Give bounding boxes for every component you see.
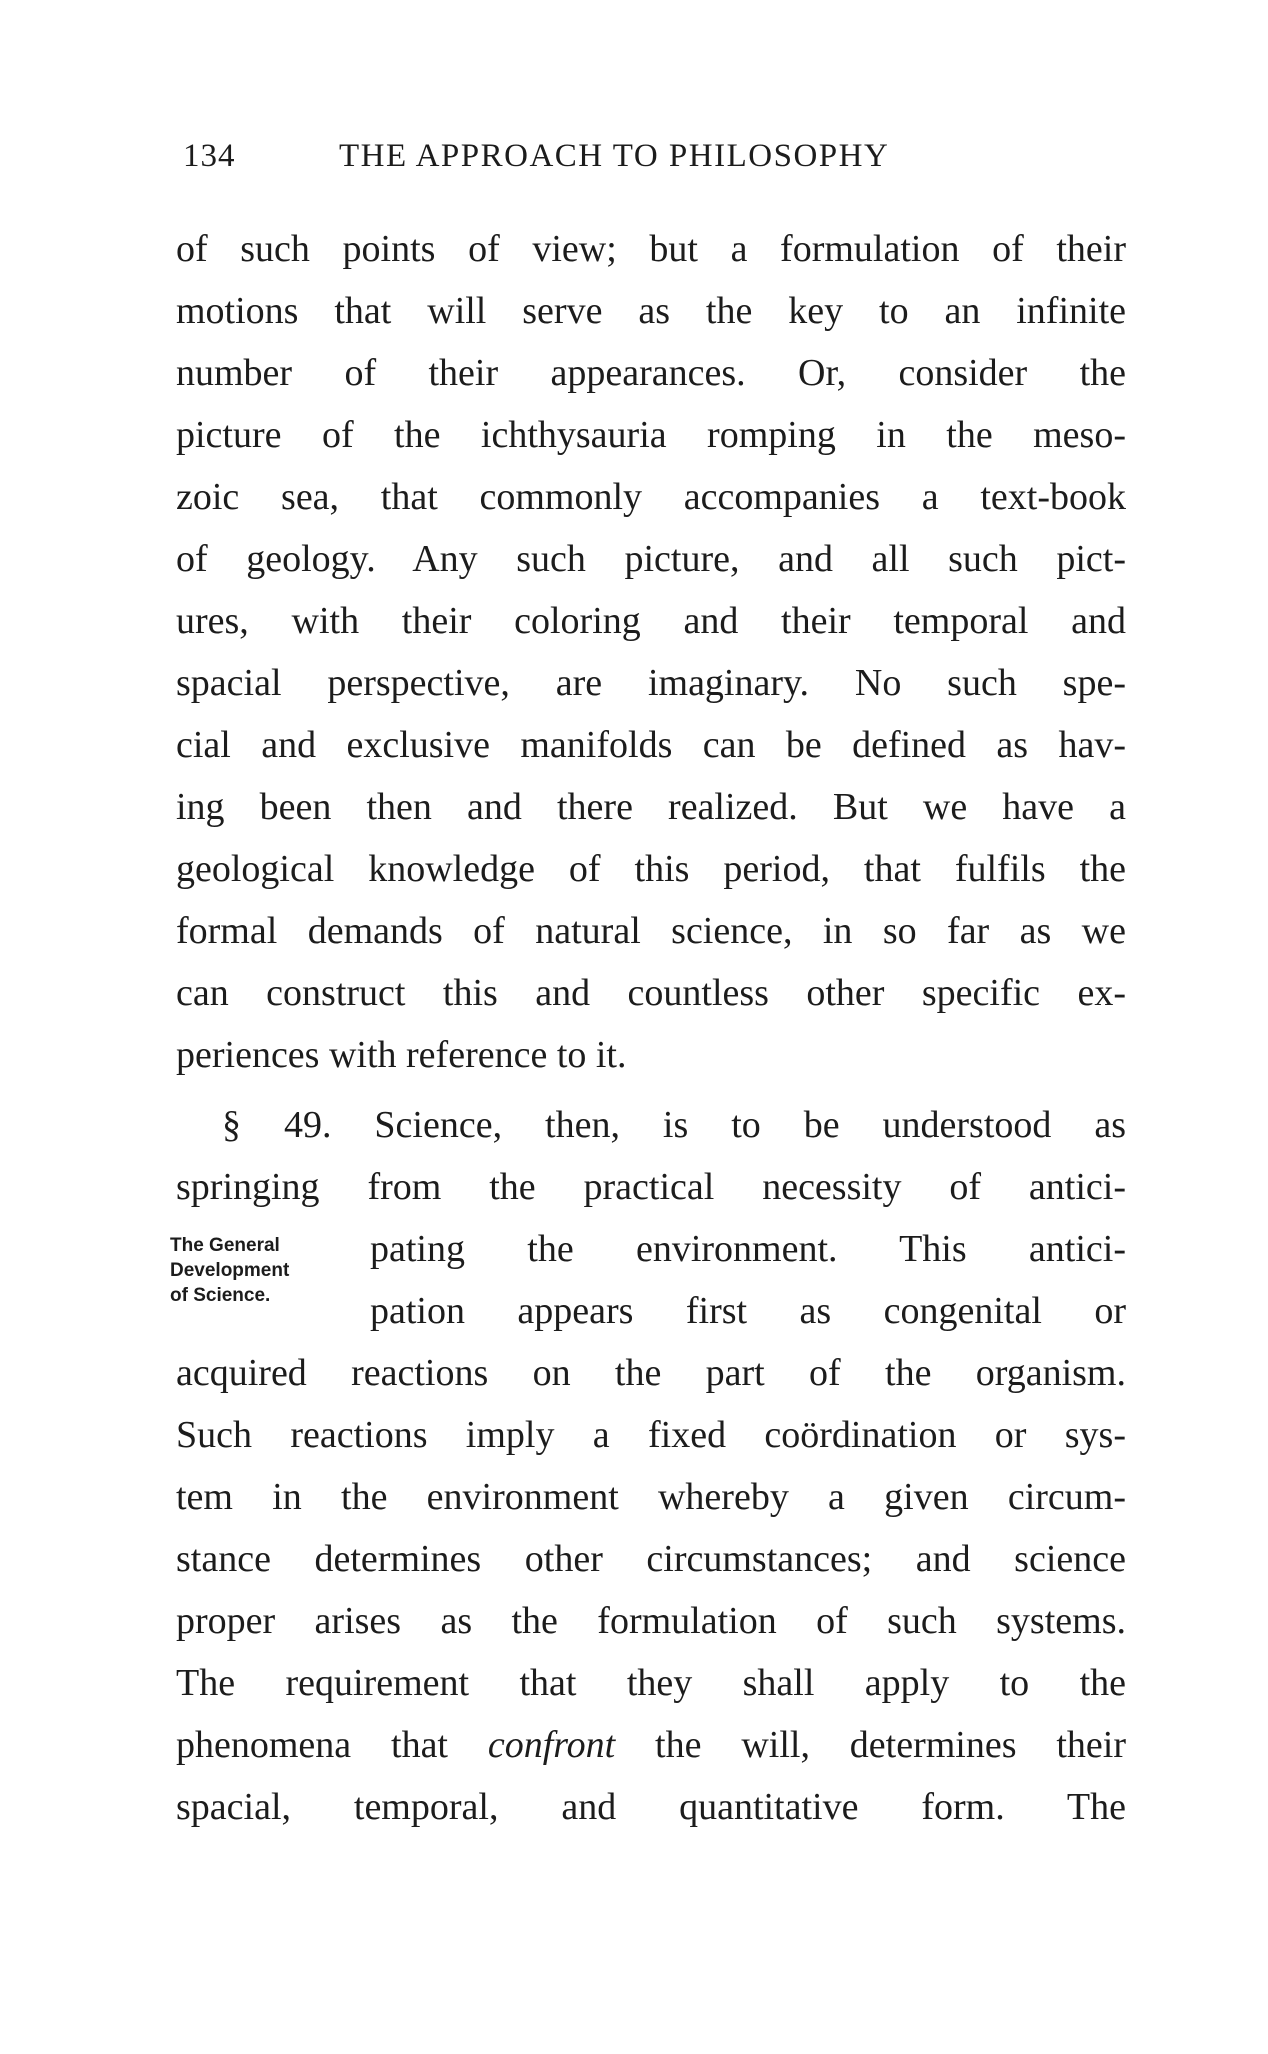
- body-line: motions that will serve as the key to an infinite: [176, 290, 1126, 332]
- body-line: pating the environment. This antici-: [370, 1228, 1126, 1270]
- body-line: acquired reactions on the part of the organism.: [176, 1352, 1126, 1394]
- body-line: Such reactions imply a fixed coördination or sys-: [176, 1414, 1126, 1456]
- body-line: geological knowledge of this period, that fulfils the: [176, 848, 1126, 890]
- body-line: periences with reference to it.: [176, 1034, 627, 1076]
- body-line: ing been then and there realized. But we have a: [176, 786, 1126, 828]
- marginal-note-line: Development: [170, 1260, 290, 1281]
- body-line: formal demands of natural science, in so far as we: [176, 910, 1126, 952]
- body-line: spacial, temporal, and quantitative form. The: [176, 1786, 1126, 1828]
- body-line: pation appears first as congenital or: [370, 1290, 1126, 1332]
- italic-word: confront: [487, 1724, 616, 1766]
- body-line-confront: [176, 1721, 1126, 1769]
- body-line: stance determines other circumstances; and science: [176, 1538, 1126, 1580]
- body-line: tem in the environment whereby a given circum-: [176, 1476, 1126, 1518]
- body-line: of geology. Any such picture, and all such pict-: [176, 538, 1126, 580]
- body-line: springing from the practical necessity of antici-: [176, 1166, 1126, 1208]
- body-line: number of their appearances. Or, consider the: [176, 352, 1126, 394]
- body-line: can construct this and countless other specific ex-: [176, 972, 1126, 1014]
- body-line: cial and exclusive manifolds can be defined as hav-: [176, 724, 1126, 766]
- marginal-note: [170, 1233, 360, 1308]
- marginal-note-line: The General: [170, 1235, 280, 1256]
- body-line: proper arises as the formulation of such systems.: [176, 1600, 1126, 1642]
- body-line: of such points of view; but a formulation of their: [176, 228, 1126, 270]
- section-start-line: § 49. Science, then, is to be understood as: [222, 1104, 1126, 1146]
- page-number: 134: [183, 138, 236, 174]
- running-head: THE APPROACH TO PHILOSOPHY: [339, 138, 890, 174]
- body-line: The requirement that they shall apply to the: [176, 1662, 1126, 1704]
- page-header: [183, 138, 1003, 188]
- text-segment: phenomena that: [176, 1724, 488, 1766]
- text-segment: the will, determines their: [615, 1724, 1126, 1766]
- body-line: ures, with their coloring and their temporal and: [176, 600, 1126, 642]
- marginal-note-line: of Science.: [170, 1285, 271, 1306]
- body-line: spacial perspective, are imaginary. No such spe-: [176, 662, 1126, 704]
- body-line: picture of the ichthysauria romping in the meso-: [176, 414, 1126, 456]
- body-line: zoic sea, that commonly accompanies a text-book: [176, 476, 1126, 518]
